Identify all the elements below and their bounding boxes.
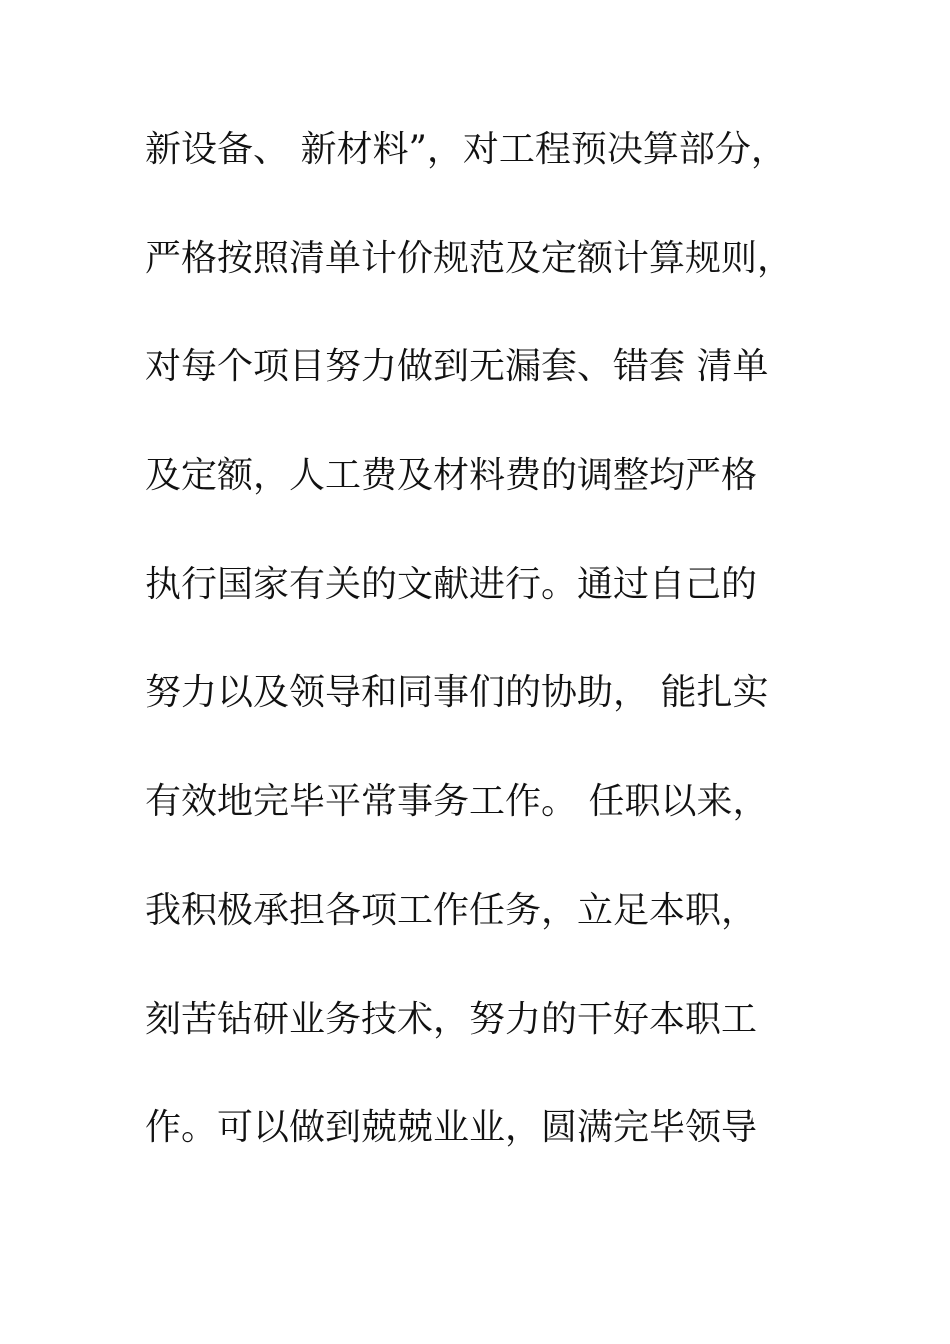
text-line: 刻苦钻研业务技术，努力的干好本职工 [145,998,758,1040]
text-line: 有效地完毕平常事务工作。 任职以来， [145,781,769,823]
text-line: 努力以及领导和同事们的协助， 能扎实 [145,672,769,714]
text-line: 作。可以做到兢兢业业，圆满完毕领导 [145,1107,758,1149]
text-line: 执行国家有关的文献进行。通过自己的 [145,563,758,605]
text-line: 新设备、 新材料”，对工程预决算部分， [145,129,787,170]
text-line: 及定额，人工费及材料费的调整均严格 [145,455,758,497]
text-line: 严格按照清单计价规范及定额计算规则， [145,237,794,279]
text-line: 我积极承担各项工作任务，立足本职， [145,889,758,931]
body-text [145,118,845,1205]
text-line: 对每个项目努力做到无漏套、错套 清单 [145,346,769,388]
